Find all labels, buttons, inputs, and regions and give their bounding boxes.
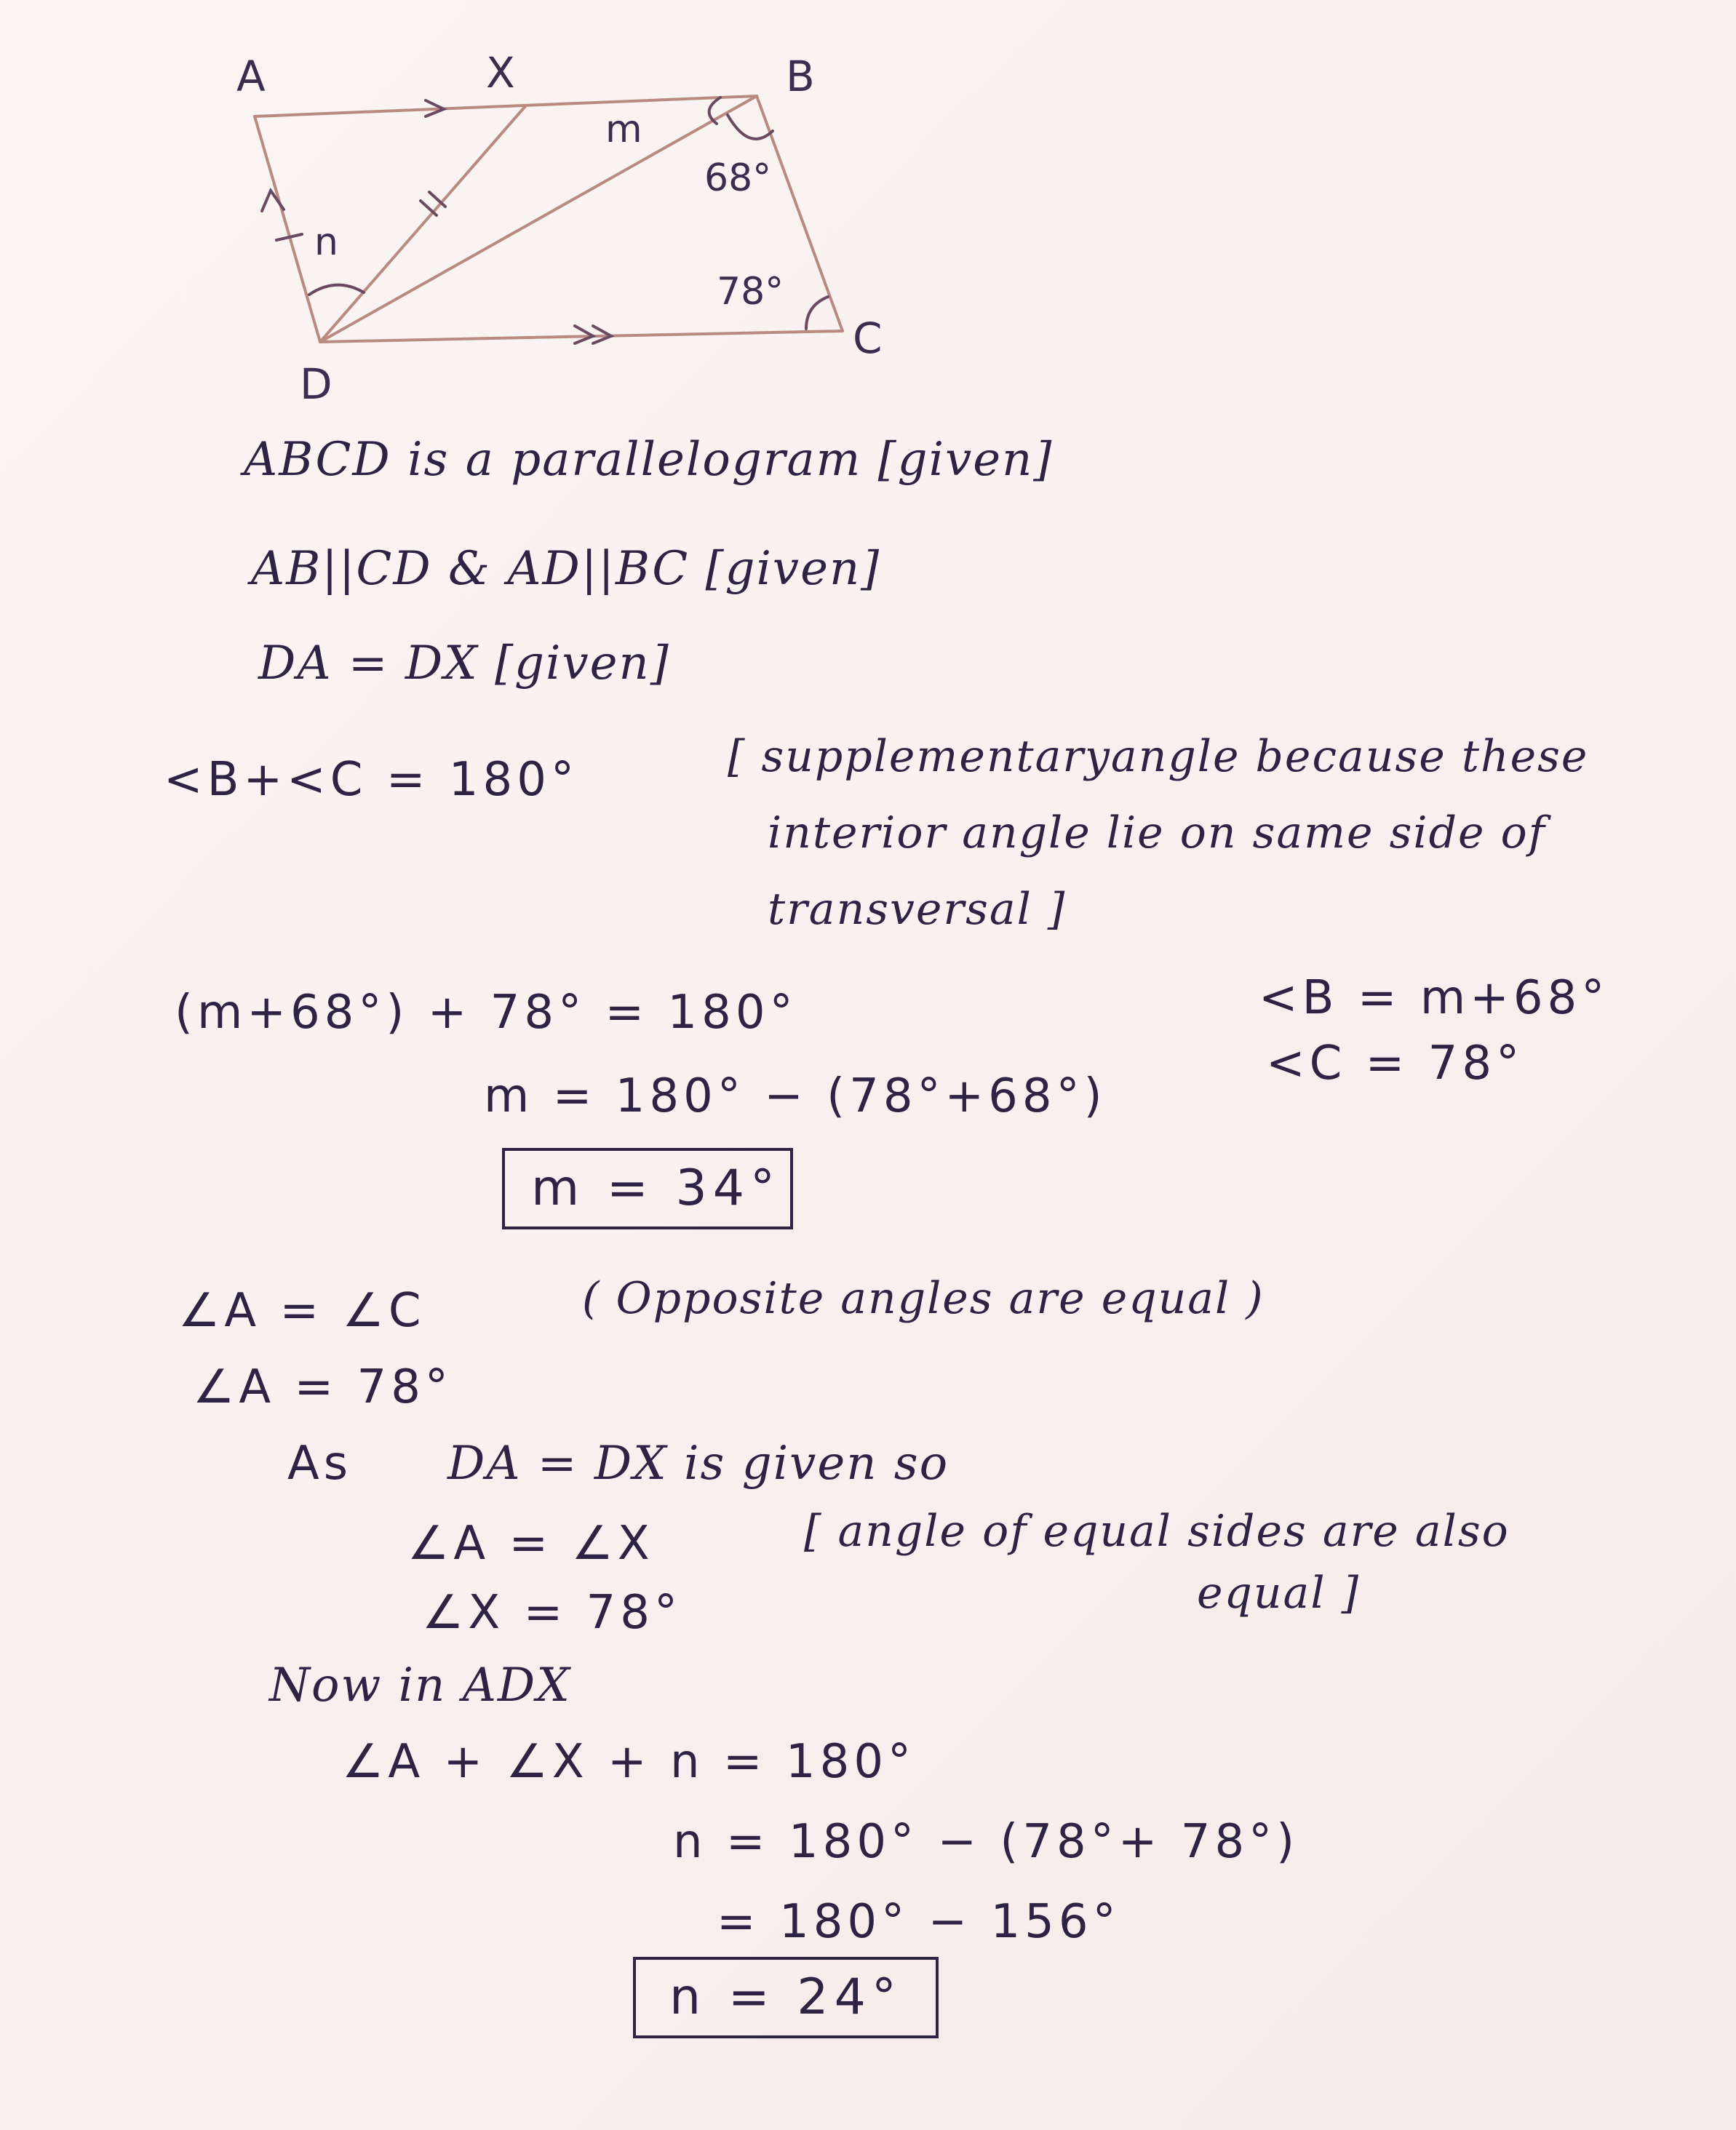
- m-result: m = 34°: [531, 1160, 781, 1217]
- n-result: n = 24°: [669, 1969, 902, 2026]
- diagonal-db: [320, 96, 757, 342]
- vertex-x-label: X: [486, 48, 515, 97]
- arc-78: [806, 297, 828, 329]
- m-equation-1: (m+68°) + 78° = 180°: [175, 986, 797, 1040]
- supplementary-reason-3: transversal ]: [768, 884, 1067, 935]
- vertex-a-label: A: [236, 52, 266, 101]
- parallelogram-diagram: [0, 0, 1736, 451]
- x-equals-78: ∠X = 78°: [422, 1586, 682, 1640]
- da-dx-given: DA = DX is given so: [447, 1437, 949, 1491]
- opposite-angles-reason: ( Opposite angles are equal ): [582, 1273, 1265, 1324]
- supplementary-reason-2: interior angle lie on same side of: [768, 807, 1546, 858]
- given-line-2: AB||CD & AD||BC [given]: [251, 542, 881, 596]
- vertex-d-label: D: [300, 359, 333, 409]
- a-equals-x: ∠A = ∠X: [407, 1517, 654, 1571]
- equal-sides-reason-1: [ angle of equal sides are also: [804, 1506, 1510, 1557]
- angle-c-note: <C = 78°: [1266, 1037, 1524, 1090]
- angle-m-label: m: [605, 108, 642, 151]
- supplementary-equation: <B+<C = 180°: [164, 753, 578, 807]
- angle-n-label: n: [314, 220, 338, 264]
- supplementary-reason-1: [ supplementaryangle because these: [728, 731, 1589, 782]
- m-equation-2: m = 180° − (78°+68°): [484, 1069, 1107, 1123]
- arc-n: [309, 285, 364, 295]
- given-line-3: DA = DX [given]: [258, 637, 670, 690]
- angle-78-label: 78°: [717, 270, 784, 314]
- side-da: [255, 116, 320, 342]
- vertex-c-label: C: [853, 314, 883, 363]
- as-label: As: [287, 1437, 353, 1491]
- angle-68-label: 68°: [704, 156, 772, 200]
- tick-dx-1: [421, 201, 437, 215]
- n-equation-3: = 180° − 156°: [717, 1895, 1120, 1949]
- segment-dx: [320, 106, 525, 342]
- equal-sides-reason-2: equal ]: [1197, 1568, 1360, 1619]
- now-in-adx: Now in ADX: [269, 1659, 571, 1712]
- side-ab: [255, 96, 757, 116]
- a-equals-c: ∠A = ∠C: [178, 1284, 426, 1338]
- arrow-cd-1: [575, 326, 593, 343]
- given-line-1: ABCD is a parallelogram [given]: [244, 433, 1054, 487]
- angle-b-note: <B = m+68°: [1259, 971, 1609, 1025]
- a-equals-78: ∠A = 78°: [193, 1360, 453, 1414]
- vertex-b-label: B: [786, 52, 815, 101]
- n-equation-1: ∠A + ∠X + n = 180°: [342, 1735, 916, 1789]
- n-equation-2: n = 180° − (78°+ 78°): [673, 1815, 1299, 1869]
